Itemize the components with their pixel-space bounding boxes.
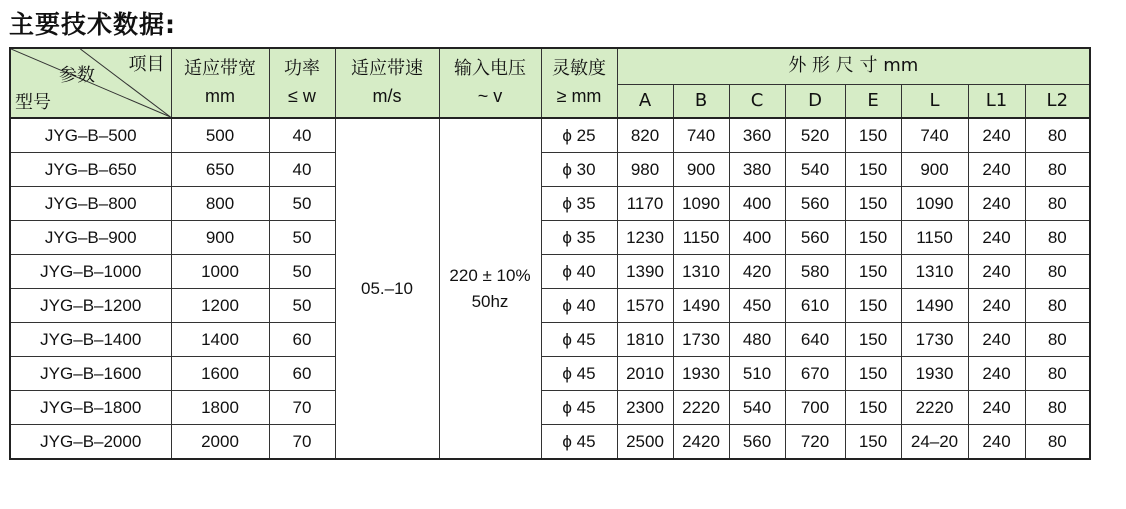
sensitivity-cell: ϕ 35	[541, 187, 617, 221]
table-row	[10, 118, 1090, 153]
spec-table	[9, 47, 1091, 460]
dim-d-cell: 560	[785, 187, 845, 221]
corner-param-label: 参数	[59, 65, 95, 86]
dim-l1-cell: 240	[968, 391, 1025, 425]
power-cell: 70	[269, 391, 335, 425]
table-body	[10, 118, 1090, 459]
dim-e-cell: 150	[845, 118, 901, 153]
voltage-header: 输入电压 ~ v	[439, 48, 541, 118]
belt-width-cell: 1600	[171, 357, 269, 391]
dim-a-cell: 2010	[617, 357, 673, 391]
belt-width-cell: 1200	[171, 289, 269, 323]
dim-a-cell: 2500	[617, 425, 673, 460]
dim-l2-cell: 80	[1025, 391, 1090, 425]
dim-e-cell: 150	[845, 357, 901, 391]
model-cell: JYG–B–900	[10, 221, 171, 255]
dim-a-cell: 1390	[617, 255, 673, 289]
dim-l-cell: 1150	[901, 221, 968, 255]
belt-width-cell: 500	[171, 118, 269, 153]
dim-b-cell: 1930	[673, 357, 729, 391]
dim-b-cell: 1730	[673, 323, 729, 357]
corner-header-cell	[10, 48, 171, 118]
dim-b-cell: 1490	[673, 289, 729, 323]
model-cell: JYG–B–1800	[10, 391, 171, 425]
dim-c-cell: 540	[729, 391, 785, 425]
model-cell: JYG–B–2000	[10, 425, 171, 460]
sensitivity-cell: ϕ 35	[541, 221, 617, 255]
dim-e-cell: 150	[845, 289, 901, 323]
dim-d-cell: 700	[785, 391, 845, 425]
dim-l2-cell: 80	[1025, 153, 1090, 187]
power-cell: 40	[269, 118, 335, 153]
table-row	[10, 323, 1090, 357]
voltage-value: 220 ± 10%	[449, 265, 531, 285]
voltage-cell	[439, 118, 541, 459]
dim-d-cell: 540	[785, 153, 845, 187]
belt-speed-header: 适应带速 m/s	[335, 48, 439, 118]
dim-e-cell: 150	[845, 221, 901, 255]
power-cell: 50	[269, 289, 335, 323]
dim-l1-cell: 240	[968, 153, 1025, 187]
dim-e-cell: 150	[845, 425, 901, 460]
belt-width-cell: 900	[171, 221, 269, 255]
dim-b-cell: 740	[673, 118, 729, 153]
dim-c-cell: 480	[729, 323, 785, 357]
model-cell: JYG–B–1000	[10, 255, 171, 289]
dim-l2-cell: 80	[1025, 289, 1090, 323]
header-row	[10, 48, 1090, 85]
model-cell: JYG–B–500	[10, 118, 171, 153]
dim-b-cell: 1310	[673, 255, 729, 289]
power-cell: 50	[269, 255, 335, 289]
dim-b-cell: 2220	[673, 391, 729, 425]
dim-l-cell: 1490	[901, 289, 968, 323]
dim-l1-cell: 240	[968, 357, 1025, 391]
dim-col-b: B	[673, 85, 729, 119]
dim-c-cell: 360	[729, 118, 785, 153]
dim-c-cell: 510	[729, 357, 785, 391]
dim-l2-cell: 80	[1025, 187, 1090, 221]
belt-width-header: 适应带宽 mm	[171, 48, 269, 118]
dim-col-d: D	[785, 85, 845, 119]
belt-speed-cell: 05.–10	[335, 118, 439, 459]
sensitivity-cell: ϕ 40	[541, 289, 617, 323]
dim-b-cell: 1150	[673, 221, 729, 255]
dim-b-cell: 900	[673, 153, 729, 187]
corner-item-label: 项目	[128, 54, 165, 75]
dim-c-cell: 450	[729, 289, 785, 323]
page-title: 主要技术数据:	[9, 10, 176, 39]
dim-l2-cell: 80	[1025, 255, 1090, 289]
table-row	[10, 255, 1090, 289]
dim-d-cell: 580	[785, 255, 845, 289]
dim-col-e: E	[845, 85, 901, 119]
dim-d-cell: 640	[785, 323, 845, 357]
dim-c-cell: 380	[729, 153, 785, 187]
belt-width-cell: 1400	[171, 323, 269, 357]
dim-d-cell: 520	[785, 118, 845, 153]
power-cell: 60	[269, 357, 335, 391]
dim-e-cell: 150	[845, 187, 901, 221]
dim-l-cell: 1090	[901, 187, 968, 221]
sensitivity-cell: ϕ 40	[541, 255, 617, 289]
dim-d-cell: 720	[785, 425, 845, 460]
dim-l2-cell: 80	[1025, 425, 1090, 460]
dim-l2-cell: 80	[1025, 221, 1090, 255]
sensitivity-cell: ϕ 45	[541, 425, 617, 460]
model-cell: JYG–B–1200	[10, 289, 171, 323]
power-header: 功率 ≤ w	[269, 48, 335, 118]
dim-l2-cell: 80	[1025, 118, 1090, 153]
dim-l1-cell: 240	[968, 187, 1025, 221]
dim-a-cell: 820	[617, 118, 673, 153]
dim-e-cell: 150	[845, 323, 901, 357]
power-cell: 40	[269, 153, 335, 187]
dim-l1-cell: 240	[968, 221, 1025, 255]
model-cell: JYG–B–1600	[10, 357, 171, 391]
sensitivity-cell: ϕ 45	[541, 391, 617, 425]
dim-l2-cell: 80	[1025, 323, 1090, 357]
table-row	[10, 187, 1090, 221]
dim-e-cell: 150	[845, 153, 901, 187]
power-cell: 60	[269, 323, 335, 357]
dimensions-header: 外 形 尺 寸 mm	[617, 48, 1090, 85]
dim-l-cell: 1930	[901, 357, 968, 391]
dim-c-cell: 420	[729, 255, 785, 289]
table-row	[10, 153, 1090, 187]
sensitivity-cell: ϕ 30	[541, 153, 617, 187]
dim-l-cell: 24–20	[901, 425, 968, 460]
sensitivity-cell: ϕ 45	[541, 357, 617, 391]
dim-col-l: L	[901, 85, 968, 119]
dim-l-cell: 900	[901, 153, 968, 187]
table-row	[10, 221, 1090, 255]
model-cell: JYG–B–800	[10, 187, 171, 221]
dim-col-c: C	[729, 85, 785, 119]
dim-a-cell: 2300	[617, 391, 673, 425]
dim-b-cell: 2420	[673, 425, 729, 460]
table-row	[10, 357, 1090, 391]
dim-c-cell: 560	[729, 425, 785, 460]
dim-a-cell: 1570	[617, 289, 673, 323]
power-cell: 70	[269, 425, 335, 460]
dim-l-cell: 1730	[901, 323, 968, 357]
table-row	[10, 391, 1090, 425]
power-cell: 50	[269, 187, 335, 221]
table-row	[10, 289, 1090, 323]
dim-l-cell: 2220	[901, 391, 968, 425]
dim-d-cell: 560	[785, 221, 845, 255]
dim-a-cell: 1230	[617, 221, 673, 255]
belt-width-cell: 650	[171, 153, 269, 187]
dim-a-cell: 980	[617, 153, 673, 187]
belt-width-cell: 1000	[171, 255, 269, 289]
belt-width-cell: 800	[171, 187, 269, 221]
dim-col-a: A	[617, 85, 673, 119]
dim-l1-cell: 240	[968, 323, 1025, 357]
dim-l1-cell: 240	[968, 255, 1025, 289]
dim-l2-cell: 80	[1025, 357, 1090, 391]
sensitivity-cell: ϕ 25	[541, 118, 617, 153]
corner-model-label: 型号	[15, 92, 51, 114]
table-row	[10, 425, 1090, 460]
dim-a-cell: 1810	[617, 323, 673, 357]
sensitivity-header: 灵敏度 ≥ mm	[541, 48, 617, 118]
dim-col-l1: L1	[968, 85, 1025, 119]
dim-col-l2: L2	[1025, 85, 1090, 119]
dim-e-cell: 150	[845, 255, 901, 289]
belt-width-cell: 2000	[171, 425, 269, 460]
dim-e-cell: 150	[845, 391, 901, 425]
dim-c-cell: 400	[729, 187, 785, 221]
dim-c-cell: 400	[729, 221, 785, 255]
dim-l1-cell: 240	[968, 425, 1025, 460]
dim-a-cell: 1170	[617, 187, 673, 221]
model-cell: JYG–B–1400	[10, 323, 171, 357]
sensitivity-cell: ϕ 45	[541, 323, 617, 357]
dim-l1-cell: 240	[968, 118, 1025, 153]
frequency-value: 50hz	[471, 291, 509, 311]
dim-d-cell: 670	[785, 357, 845, 391]
dim-d-cell: 610	[785, 289, 845, 323]
dim-b-cell: 1090	[673, 187, 729, 221]
dim-l-cell: 740	[901, 118, 968, 153]
dim-l-cell: 1310	[901, 255, 968, 289]
belt-width-cell: 1800	[171, 391, 269, 425]
dim-l1-cell: 240	[968, 289, 1025, 323]
power-cell: 50	[269, 221, 335, 255]
model-cell: JYG–B–650	[10, 153, 171, 187]
